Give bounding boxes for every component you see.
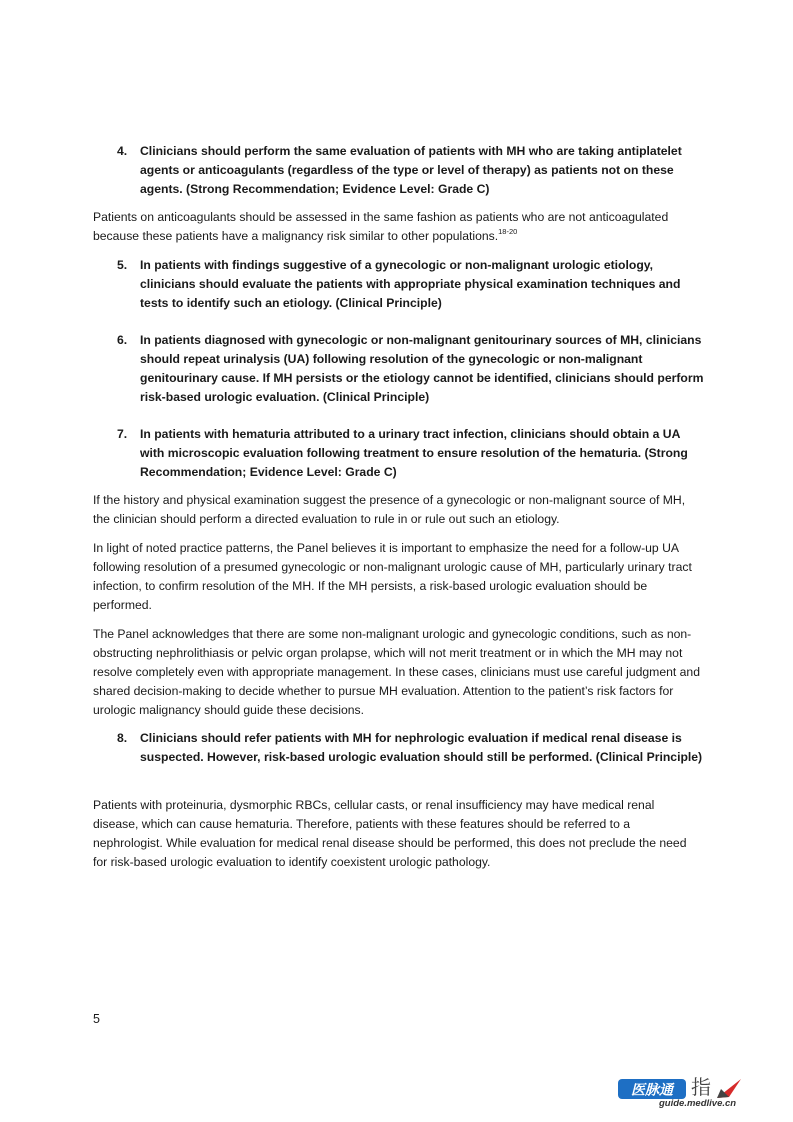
logo-guide-char: 指 [691, 1075, 711, 1099]
recommendation-number: 5. [117, 258, 128, 272]
recommendation-text: Clinicians should refer patients with MH for nephrologic evaluation if medical renal disease is suspected. However, risk-based urologic evaluation should still be performed. (Clinical Principle) [140, 731, 703, 764]
recommendation-number: 4. [117, 144, 128, 158]
paragraph-anticoagulants [93, 208, 703, 246]
recommendation-number: 7. [117, 427, 128, 441]
recommendation-7 [117, 425, 707, 482]
paragraph-practice: In light of noted practice patterns, the Panel believes it is important to emphasize the need for a follow-up UA following resolution of a presumed gynecologic or non-malignant urologic cause of MH, particularly urinary tract infection, to confirm resolution of the MH. If the MH persists, a risk-based urologic evaluation should be performed. [93, 541, 692, 612]
recommendation-4 [117, 142, 707, 199]
logo-brand-text: 医脉通 [631, 1082, 673, 1099]
recommendation-number: 8. [117, 731, 128, 745]
recommendation-number: 6. [117, 333, 128, 347]
paragraph-history: If the history and physical examination suggest the presence of a gynecologic or non-malignant source of MH, the clinician should perform a directed evaluation to rule in or rule out such an etiology. [93, 493, 686, 526]
citation-reference: 18-20 [498, 227, 518, 236]
paragraph-proteinuria: Patients with proteinuria, dysmorphic RBCs, cellular casts, or renal insufficiency may have medical renal disease, which can cause hematuria. Therefore, patients with these features should be referred to a nephrologist. While evaluation for medical renal disease should be performed, this does not preclude the need for risk-based urologic evaluation to identify coexistent urologic pathology. [93, 798, 687, 869]
recommendation-text: In patients with hematuria attributed to a urinary tract infection, clinicians should obtain a UA with microscopic evaluation following treatment to ensure resolution of the hematuria. (Strong Recommendation; Evidence Level: Grade C) [140, 427, 688, 479]
recommendation-text: Clinicians should perform the same evaluation of patients with MH who are taking antiplatelet agents or anticoagulants (regardless of the type or level of therapy) as patients not on these agents. (Strong Recommendation; Evidence Level: Grade C) [140, 144, 682, 196]
medlive-logo [617, 1076, 747, 1112]
paragraph-conditions: The Panel acknowledges that there are some non-malignant urologic and gynecologic conditions, such as non-obstructing nephrolithiasis or pelvic organ prolapse, which will not merit treatment or in which the MH may not resolve completely even with appropriate management. In these cases, clinicians must use careful judgment and shared decision-making to decide whether to pursue MH evaluation. Attention to the patient’s risk factors for urologic malignancy should guide these decisions. [93, 627, 700, 717]
recommendation-text: In patients diagnosed with gynecologic or non-malignant genitourinary sources of MH, clinicians should repeat urinalysis (UA) following resolution of the gynecologic or non-malignant genitourinary cause. If MH persists or the etiology cannot be identified, clinicians should perform risk-based urologic evaluation. (Clinical Principle) [140, 333, 704, 404]
page-number: 5 [93, 1012, 100, 1026]
recommendation-8 [117, 729, 707, 767]
logo-url: guide.medlive.cn [659, 1098, 737, 1109]
paragraph-text: Patients on anticoagulants should be assessed in the same fashion as patients who are not anticoagulated because these patients have a malignancy risk similar to other populations. [93, 210, 669, 243]
recommendation-6 [117, 331, 707, 407]
recommendation-5 [117, 256, 707, 313]
compass-needle-icon [717, 1079, 741, 1098]
recommendation-text: In patients with findings suggestive of a gynecologic or non-malignant urologic etiology, clinicians should evaluate the patients with appropriate physical examination techniques and tests to identify such an etiology. (Clinical Principle) [140, 258, 681, 310]
